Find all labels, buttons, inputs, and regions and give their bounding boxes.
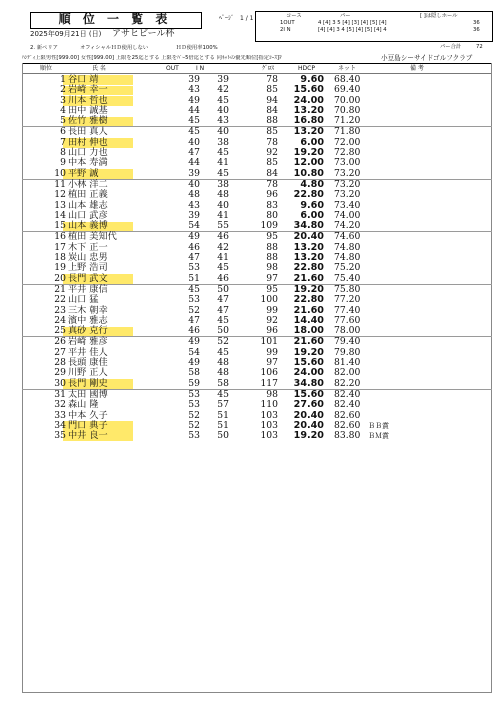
in-score-cell: 47	[217, 304, 229, 316]
rank-cell: 34	[54, 419, 66, 431]
in-score-cell: 45	[217, 167, 229, 179]
in-score-cell: 52	[217, 336, 229, 348]
gross-cell: 103	[260, 419, 278, 431]
out-score-cell: 45	[188, 115, 200, 127]
in-score-cell: 40	[217, 104, 229, 116]
name-cell: 中本 久子	[68, 409, 108, 421]
hdcp-cell: 27.60	[293, 399, 324, 411]
in-score-cell: 47	[217, 294, 229, 306]
col-remarks: 備 考	[410, 65, 424, 72]
hdcp-cell: 4.80	[300, 178, 324, 190]
net-cell: 82.00	[334, 367, 361, 379]
in-score-cell: 41	[217, 209, 229, 221]
gross-cell: 78	[266, 136, 278, 148]
gross-cell: 92	[266, 314, 278, 326]
net-cell: 72.00	[334, 136, 361, 148]
net-cell: 82.60	[334, 419, 361, 431]
out-course-total: 36	[473, 20, 480, 26]
hdcp-cell: 19.20	[293, 283, 324, 295]
rank-cell: 33	[54, 409, 66, 421]
gross-cell: 103	[260, 409, 278, 421]
in-course-pars: [4] [4] 3 4 [5] [4] [5] [4] 4	[318, 27, 387, 33]
out-score-cell: 47	[188, 252, 200, 264]
name-cell: 谷口 靖	[68, 74, 99, 85]
in-score-cell: 50	[217, 430, 229, 442]
name-cell: 森山 隆	[68, 399, 99, 411]
net-cell: 82.40	[334, 399, 361, 411]
gross-cell: 106	[260, 367, 278, 379]
gross-cell: 95	[266, 283, 278, 295]
hdcp-cell: 15.60	[293, 388, 324, 400]
gross-cell: 80	[266, 209, 278, 221]
in-score-cell: 48	[217, 357, 229, 369]
hdcp-cell: 19.20	[293, 430, 324, 442]
out-score-cell: 45	[188, 283, 200, 295]
rank-cell: 16	[54, 231, 66, 243]
par-col-label: パー	[340, 13, 351, 19]
hdcp-cell: 24.00	[293, 367, 324, 379]
name-cell: 真砂 克行	[68, 325, 108, 337]
hdcp-cell: 9.60	[300, 74, 324, 85]
hdcp-cell: 34.80	[293, 220, 324, 232]
hdcp-cell: 15.60	[293, 357, 324, 369]
in-score-cell: 39	[217, 74, 229, 85]
net-cell: 72.80	[334, 147, 361, 159]
col-in: I N	[196, 65, 205, 72]
gross-cell: 110	[260, 399, 278, 411]
name-cell: 山本 雄志	[68, 199, 108, 211]
gross-cell: 84	[266, 167, 278, 179]
table-row	[22, 221, 492, 231]
name-cell: 太田 國博	[68, 388, 108, 400]
rank-cell: 14	[54, 209, 66, 221]
out-course-name: 1OUT	[280, 20, 295, 26]
rank-cell: 35	[54, 430, 66, 442]
out-score-cell: 49	[188, 357, 200, 369]
gross-cell: 99	[266, 304, 278, 316]
out-score-cell: 54	[188, 346, 200, 358]
gross-cell: 83	[266, 199, 278, 211]
out-score-cell: 40	[188, 178, 200, 190]
hdcp-cell: 12.00	[293, 157, 324, 169]
rank-cell: 26	[54, 336, 66, 348]
rank-cell: 32	[54, 399, 66, 411]
name-cell: 中本 寿満	[68, 157, 108, 169]
name-cell: 長門 剛史	[68, 377, 108, 389]
hdcp-cell: 20.40	[293, 409, 324, 421]
page-title: 順 位 一 覧 表	[58, 12, 172, 26]
net-cell: 71.20	[334, 115, 361, 127]
name-cell: 門口 典子	[68, 419, 108, 431]
hdcp-cell: 14.40	[293, 314, 324, 326]
rank-cell: 9	[60, 157, 66, 169]
hdcp-cell: 20.40	[293, 231, 324, 243]
net-cell: 77.60	[334, 314, 361, 326]
hdcp-cell: 19.20	[293, 147, 324, 159]
gross-cell: 95	[266, 231, 278, 243]
hdcp-cell: 21.60	[293, 272, 324, 284]
name-cell: 田村 伸也	[68, 136, 108, 148]
out-score-cell: 59	[188, 377, 200, 389]
out-score-cell: 46	[188, 241, 200, 253]
in-score-cell: 41	[217, 252, 229, 264]
col-gross: ｸﾞﾛｽ	[262, 65, 275, 72]
rank-cell: 3	[60, 94, 66, 106]
hdcp-cell: 22.80	[293, 189, 324, 201]
name-cell: 長門 武文	[68, 272, 108, 284]
par-total-label: パー合計	[440, 44, 462, 50]
rank-cell: 15	[54, 220, 66, 232]
net-cell: 75.20	[334, 262, 361, 274]
out-score-cell: 40	[188, 136, 200, 148]
gross-cell: 98	[266, 388, 278, 400]
out-score-cell: 44	[188, 157, 200, 169]
in-score-cell: 45	[217, 262, 229, 274]
in-score-cell: 45	[217, 94, 229, 106]
in-score-cell: 43	[217, 115, 229, 127]
in-score-cell: 58	[217, 377, 229, 389]
rank-cell: 12	[54, 189, 66, 201]
name-cell: 岩崎 幸一	[68, 84, 108, 96]
gross-cell: 103	[260, 430, 278, 442]
table-row	[22, 326, 492, 336]
name-cell: 田中 誠基	[68, 104, 108, 116]
name-cell: 小林 洋二	[68, 178, 108, 190]
col-net: ネット	[338, 65, 357, 72]
hdcp-cell: 13.20	[293, 104, 324, 116]
net-cell: 69.40	[334, 84, 361, 96]
gross-cell: 85	[266, 157, 278, 169]
rank-cell: 13	[54, 199, 66, 211]
hd-rate: ＨＤ使用率100%	[176, 45, 218, 51]
rank-cell: 22	[54, 294, 66, 306]
rank-cell: 21	[54, 283, 66, 295]
gross-cell: 94	[266, 94, 278, 106]
rank-cell: 11	[54, 178, 66, 190]
name-cell: 佐竹 雅樹	[68, 115, 108, 127]
net-cell: 77.20	[334, 294, 361, 306]
name-cell: 山口 力也	[68, 147, 108, 159]
name-cell: 山口 武彦	[68, 209, 108, 221]
table-row	[22, 274, 492, 284]
hidden-hole-note: [ ]は隠しホール	[420, 13, 458, 19]
net-cell: 74.80	[334, 241, 361, 253]
gross-cell: 78	[266, 178, 278, 190]
rank-cell: 7	[60, 136, 66, 148]
in-score-cell: 42	[217, 84, 229, 96]
rank-cell: 1	[60, 74, 66, 85]
rank-cell: 18	[54, 252, 66, 264]
hdcp-cell: 18.00	[293, 325, 324, 337]
name-cell: 上野 浩司	[68, 262, 108, 274]
gross-cell: 85	[266, 126, 278, 138]
hdcp-cell: 15.60	[293, 84, 324, 96]
rank-cell: 24	[54, 314, 66, 326]
net-cell: 73.00	[334, 157, 361, 169]
in-score-cell: 48	[217, 189, 229, 201]
rank-cell: 25	[54, 325, 66, 337]
in-score-cell: 42	[217, 241, 229, 253]
net-cell: 71.80	[334, 126, 361, 138]
in-course-name: 2I N	[280, 27, 291, 33]
out-score-cell: 43	[188, 84, 200, 96]
net-cell: 74.60	[334, 231, 361, 243]
out-score-cell: 43	[188, 199, 200, 211]
rank-cell: 2	[60, 84, 66, 96]
in-score-cell: 45	[217, 314, 229, 326]
gross-cell: 101	[260, 336, 278, 348]
gross-cell: 78	[266, 74, 278, 85]
net-cell: 79.40	[334, 336, 361, 348]
col-rank: 順位	[40, 65, 53, 72]
out-score-cell: 52	[188, 409, 200, 421]
hdcp-cell: 24.00	[293, 94, 324, 106]
net-cell: 82.20	[334, 377, 361, 389]
hdcp-cell: 6.00	[300, 209, 324, 221]
in-score-cell: 51	[217, 419, 229, 431]
rank-cell: 17	[54, 241, 66, 253]
gross-cell: 88	[266, 252, 278, 264]
name-cell: 山本 義博	[68, 220, 108, 232]
out-score-cell: 53	[188, 262, 200, 274]
name-cell: 炭山 忠男	[68, 252, 108, 264]
net-cell: 77.40	[334, 304, 361, 316]
name-cell: 山口 猛	[68, 294, 99, 306]
net-cell: 75.80	[334, 283, 361, 295]
net-cell: 78.00	[334, 325, 361, 337]
name-cell: 植田 美知代	[68, 231, 117, 243]
col-name: 氏 名	[92, 65, 106, 72]
remark-cell: ＢＭ賞	[368, 432, 389, 441]
in-score-cell: 50	[217, 325, 229, 337]
hdcp-cell: 6.00	[300, 136, 324, 148]
net-cell: 68.40	[334, 74, 361, 85]
net-cell: 74.20	[334, 220, 361, 232]
out-score-cell: 47	[188, 147, 200, 159]
name-cell: 三木 朝幸	[68, 304, 108, 316]
out-score-cell: 49	[188, 336, 200, 348]
rank-cell: 6	[60, 126, 66, 138]
rank-cell: 10	[54, 167, 66, 179]
out-score-cell: 49	[188, 94, 200, 106]
name-cell: 岩崎 雅彦	[68, 336, 108, 348]
net-cell: 81.40	[334, 357, 361, 369]
in-score-cell: 45	[217, 388, 229, 400]
hdcp-cell: 13.20	[293, 241, 324, 253]
hdcp-cell: 16.80	[293, 115, 324, 127]
name-cell: 川野 正人	[68, 367, 108, 379]
hdcp-cell: 21.60	[293, 336, 324, 348]
event-date: 2025年09月21日 (日)	[30, 30, 102, 38]
in-score-cell: 40	[217, 126, 229, 138]
net-cell: 73.20	[334, 178, 361, 190]
rank-cell: 31	[54, 388, 66, 400]
rank-cell: 20	[54, 272, 66, 284]
table-row	[22, 116, 492, 126]
out-score-cell: 53	[188, 388, 200, 400]
out-score-cell: 39	[188, 74, 200, 85]
in-score-cell: 46	[217, 231, 229, 243]
net-cell: 79.80	[334, 346, 361, 358]
name-cell: 平野 誠	[68, 167, 99, 179]
name-cell: 平井 佳人	[68, 346, 108, 358]
table-row	[22, 431, 492, 441]
gross-cell: 88	[266, 241, 278, 253]
table-row	[22, 400, 492, 410]
name-cell: 中井 良一	[68, 430, 108, 442]
table-row	[22, 295, 492, 305]
in-score-cell: 51	[217, 409, 229, 421]
name-cell: 植田 正義	[68, 189, 108, 201]
course-col-label: コース	[286, 13, 302, 19]
out-score-cell: 53	[188, 294, 200, 306]
in-score-cell: 57	[217, 399, 229, 411]
net-cell: 70.80	[334, 104, 361, 116]
rank-cell: 4	[60, 104, 66, 116]
gross-cell: 99	[266, 346, 278, 358]
rank-cell: 27	[54, 346, 66, 358]
hdcp-cell: 21.60	[293, 304, 324, 316]
net-cell: 70.00	[334, 94, 361, 106]
hdcp-cell: 34.80	[293, 377, 324, 389]
hdcp-cell: 22.80	[293, 262, 324, 274]
rank-cell: 28	[54, 357, 66, 369]
out-score-cell: 53	[188, 399, 200, 411]
out-score-cell: 49	[188, 231, 200, 243]
event-name: アサヒビール杯	[112, 29, 175, 39]
col-out: OUT	[166, 65, 179, 72]
net-cell: 73.20	[334, 189, 361, 201]
out-score-cell: 45	[188, 126, 200, 138]
in-score-cell: 45	[217, 147, 229, 159]
name-cell: 長田 真人	[68, 126, 108, 138]
out-score-cell: 52	[188, 419, 200, 431]
out-score-cell: 39	[188, 167, 200, 179]
in-score-cell: 45	[217, 346, 229, 358]
page-number: 1 / 1	[240, 15, 254, 22]
out-score-cell: 47	[188, 314, 200, 326]
out-course-pars: 4 [4] 3 5 [4] [3] [4] [5] [4]	[318, 20, 387, 26]
gross-cell: 109	[260, 220, 278, 232]
rank-cell: 5	[60, 115, 66, 127]
net-cell: 82.60	[334, 409, 361, 421]
out-score-cell: 46	[188, 325, 200, 337]
gross-cell: 97	[266, 357, 278, 369]
page-label: ﾍﾟｰｼﾞ	[219, 15, 235, 22]
gross-cell: 96	[266, 189, 278, 201]
official-hd-note: オフィシャルＨＤ使用しない	[80, 45, 149, 51]
hdcp-cell: 10.80	[293, 167, 324, 179]
gross-cell: 96	[266, 325, 278, 337]
gross-cell: 84	[266, 104, 278, 116]
name-cell: 濱中 雅志	[68, 314, 108, 326]
in-score-cell: 40	[217, 199, 229, 211]
gross-cell: 88	[266, 115, 278, 127]
out-score-cell: 54	[188, 220, 200, 232]
gross-cell: 85	[266, 84, 278, 96]
in-score-cell: 38	[217, 178, 229, 190]
rank-cell: 8	[60, 147, 66, 159]
gross-cell: 98	[266, 262, 278, 274]
hdcp-cell: 9.60	[300, 199, 324, 211]
net-cell: 75.40	[334, 272, 361, 284]
gross-cell: 117	[260, 377, 278, 389]
table-row	[22, 169, 492, 179]
net-cell: 73.20	[334, 167, 361, 179]
in-score-cell: 55	[217, 220, 229, 232]
par-total: 72	[476, 44, 483, 50]
net-cell: 83.80	[334, 430, 361, 442]
table-row	[22, 379, 492, 389]
hdcp-cell: 13.20	[293, 126, 324, 138]
in-course-total: 36	[473, 27, 480, 33]
name-cell: 川本 哲也	[68, 94, 108, 106]
club-name: 小豆島シーサイドゴルフクラブ	[381, 54, 473, 62]
gross-cell: 97	[266, 272, 278, 284]
scoring-format: 2. 新ペリア	[30, 45, 58, 51]
remark-cell: ＢＢ賞	[368, 421, 389, 430]
out-score-cell: 44	[188, 104, 200, 116]
net-cell: 73.40	[334, 199, 361, 211]
in-score-cell: 50	[217, 283, 229, 295]
hdcp-cell: 22.80	[293, 294, 324, 306]
rank-cell: 19	[54, 262, 66, 274]
hdcp-cell: 20.40	[293, 419, 324, 431]
results-table	[22, 75, 492, 441]
out-score-cell: 53	[188, 430, 200, 442]
out-score-cell: 52	[188, 304, 200, 316]
net-cell: 82.40	[334, 388, 361, 400]
rank-cell: 29	[54, 367, 66, 379]
net-cell: 74.80	[334, 252, 361, 264]
gross-cell: 92	[266, 147, 278, 159]
out-score-cell: 58	[188, 367, 200, 379]
out-score-cell: 39	[188, 209, 200, 221]
name-cell: 平井 康信	[68, 283, 108, 295]
in-score-cell: 41	[217, 157, 229, 169]
rank-cell: 23	[54, 304, 66, 316]
net-cell: 74.00	[334, 209, 361, 221]
gross-cell: 100	[260, 294, 278, 306]
in-score-cell: 48	[217, 367, 229, 379]
in-score-cell: 38	[217, 136, 229, 148]
name-cell: 木下 正一	[68, 241, 108, 253]
hdcp-cell: 19.20	[293, 346, 324, 358]
col-hdcp: HDCP	[298, 65, 315, 72]
rank-cell: 30	[54, 377, 66, 389]
out-score-cell: 51	[188, 272, 200, 284]
in-score-cell: 46	[217, 272, 229, 284]
handicap-rules: ﾊﾝﾃﾞｨ上限男性[999.00] 女性[999.00] 上限を25迄とする 上限をﾊﾟｰ5倍迄とする 同ﾈｯﾄの優先順位[指定ｺｰｽ]ｦ	[22, 55, 282, 61]
hdcp-cell: 13.20	[293, 252, 324, 264]
name-cell: 長頭 康佳	[68, 357, 108, 369]
out-score-cell: 48	[188, 189, 200, 201]
